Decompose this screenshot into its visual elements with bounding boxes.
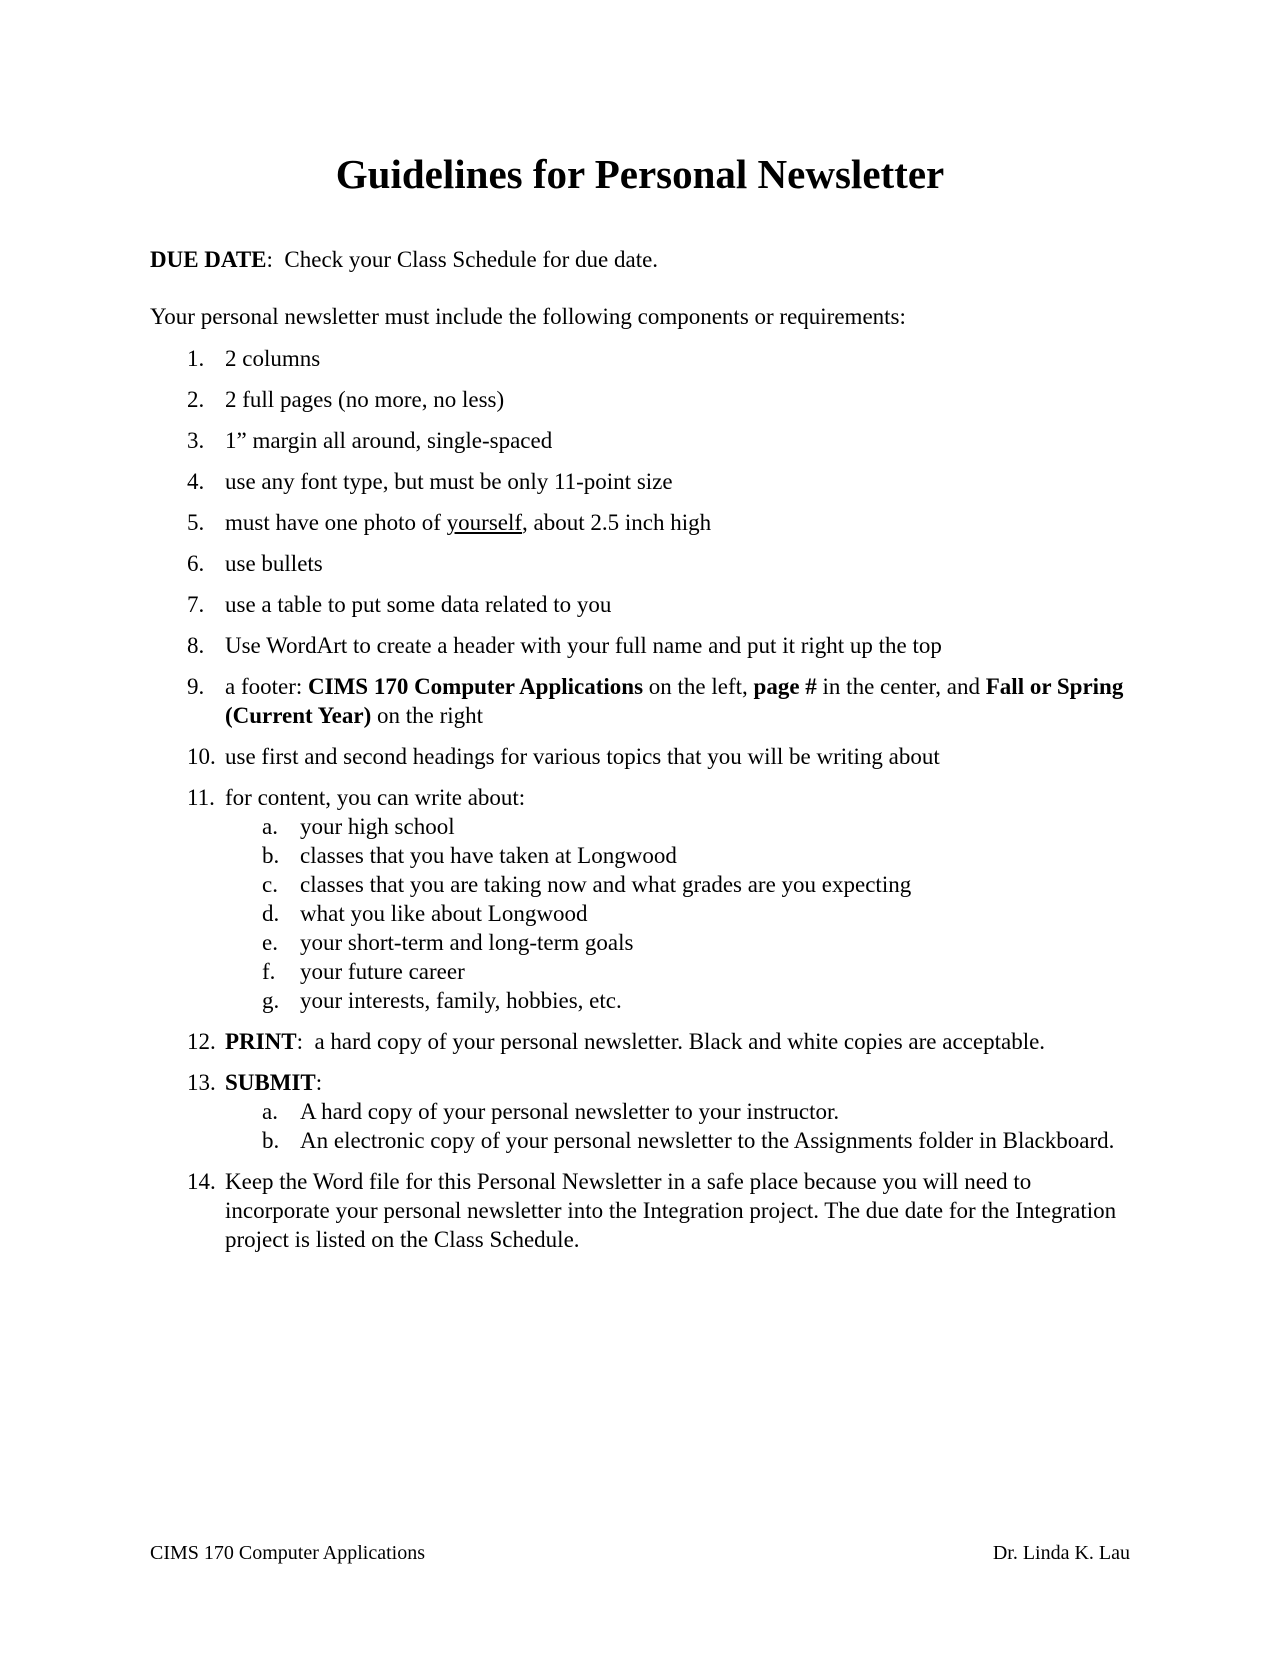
sublist-letter: f.: [262, 959, 276, 984]
list-item: [150, 549, 1140, 578]
item-text: 1” margin all around, single-spaced: [225, 428, 553, 453]
list-item: [150, 385, 1140, 414]
item-text: use first and second headings for various topics that you will be writing about: [225, 744, 940, 769]
sublist-letter: c.: [262, 872, 278, 897]
sublist-text: An electronic copy of your personal newsletter to the Assignments folder in Blackboard.: [300, 1128, 1115, 1153]
item-number: 5.: [187, 510, 205, 535]
item-text: :: [315, 1070, 323, 1095]
sublist-item: [225, 1097, 1140, 1126]
item-number: 9.: [187, 674, 205, 699]
list-item: [150, 467, 1140, 496]
item-text: 2 columns: [225, 346, 321, 371]
item-text: for content, you can write about:: [225, 785, 526, 810]
sublist-text: classes that you have taken at Longwood: [300, 843, 677, 868]
item-number: 3.: [187, 428, 205, 453]
item-text-underlined: yourself: [446, 510, 523, 535]
item-text-bold: SUBMIT: [225, 1070, 316, 1095]
sublist-text: your interests, family, hobbies, etc.: [300, 988, 622, 1013]
item-text-bold: page #: [753, 674, 817, 699]
list-item: [150, 344, 1140, 373]
sublist-letter: a.: [262, 814, 278, 839]
due-date-text: Check your Class Schedule for due date.: [272, 247, 659, 272]
sublist-item: [225, 957, 1140, 986]
footer-left-text: CIMS 170 Computer Applications: [150, 1542, 425, 1564]
item-text-part: on the left,: [643, 674, 754, 699]
item-number: 6.: [187, 551, 205, 576]
list-item: [150, 1167, 1140, 1254]
item-number: 2.: [187, 387, 205, 412]
sublist-item: [225, 986, 1140, 1015]
sublist-item: [225, 812, 1140, 841]
item-number: 14.: [187, 1169, 216, 1194]
sublist-item: [225, 1126, 1140, 1155]
sublist-text: your short-term and long-term goals: [300, 930, 634, 955]
list-item: [150, 508, 1140, 537]
list-item: [150, 1027, 1140, 1056]
list-item: [150, 590, 1140, 619]
due-date-colon: :: [266, 247, 273, 272]
footer-right-text: Dr. Linda K. Lau: [992, 1542, 1130, 1564]
list-item: [150, 1068, 1140, 1155]
item-number: 13.: [187, 1070, 216, 1095]
item-text-bold: PRINT: [225, 1029, 297, 1054]
list-item: [150, 426, 1140, 455]
sublist-text: A hard copy of your personal newsletter to your instructor.: [300, 1099, 840, 1124]
sublist-text: classes that you are taking now and what grades are you expecting: [300, 872, 912, 897]
sublist-item: [225, 899, 1140, 928]
item-text-bold: CIMS 170 Computer Applications: [308, 674, 644, 699]
item-number: 8.: [187, 633, 205, 658]
due-date-label: DUE DATE: [150, 247, 267, 272]
item-text-bold: Fall or Spring (Current Year): [225, 674, 1124, 728]
item-text: Use WordArt to create a header with your full name and put it right up the top: [225, 633, 942, 658]
submit-sublist: [225, 1097, 1140, 1155]
sublist-item: [225, 870, 1140, 899]
item-text-post: , about 2.5 inch high: [522, 510, 712, 535]
due-date-line: [150, 246, 658, 274]
list-item: [150, 742, 1140, 771]
item-text-part: in the center, and: [816, 674, 986, 699]
list-item: [150, 631, 1140, 660]
sublist-item: [225, 928, 1140, 957]
intro-paragraph: Your personal newsletter must include the following components or requirements:: [150, 304, 906, 329]
item-text: use bullets: [225, 551, 323, 576]
item-text: Keep the Word file for this Personal Newsletter in a safe place because you will need to incorporate your personal newsletter into the Integration project. The due date for the Integration project is listed on the Class Schedule.: [225, 1169, 1117, 1252]
content-topics-sublist: [225, 812, 1140, 1015]
list-item: [150, 783, 1140, 1015]
sublist-text: your high school: [300, 814, 455, 839]
sublist-letter: g.: [262, 988, 280, 1013]
sublist-letter: b.: [262, 843, 280, 868]
item-number: 10.: [187, 744, 216, 769]
item-number: 11.: [187, 785, 215, 810]
item-text-part: on the right: [371, 703, 484, 728]
sublist-letter: a.: [262, 1099, 278, 1124]
sublist-text: your future career: [300, 959, 465, 984]
sublist-item: [225, 841, 1140, 870]
item-text: 2 full pages (no more, no less): [225, 387, 505, 412]
item-text: use a table to put some data related to you: [225, 592, 612, 617]
item-text-pre: must have one photo of: [225, 510, 447, 535]
sublist-text: what you like about Longwood: [300, 901, 588, 926]
sublist-letter: e.: [262, 930, 278, 955]
requirements-list: [150, 344, 1140, 1266]
item-number: 7.: [187, 592, 205, 617]
item-text-part: a footer:: [225, 674, 309, 699]
item-text: : a hard copy of your personal newsletter. Black and white copies are acceptable.: [296, 1029, 1046, 1054]
item-number: 1.: [187, 346, 205, 371]
list-item: [150, 672, 1140, 730]
sublist-letter: d.: [262, 901, 280, 926]
item-text: use any font type, but must be only 11-point size: [225, 469, 673, 494]
item-number: 12.: [187, 1029, 216, 1054]
item-number: 4.: [187, 469, 205, 494]
sublist-letter: b.: [262, 1128, 280, 1153]
page-title: Guidelines for Personal Newsletter: [335, 151, 945, 197]
